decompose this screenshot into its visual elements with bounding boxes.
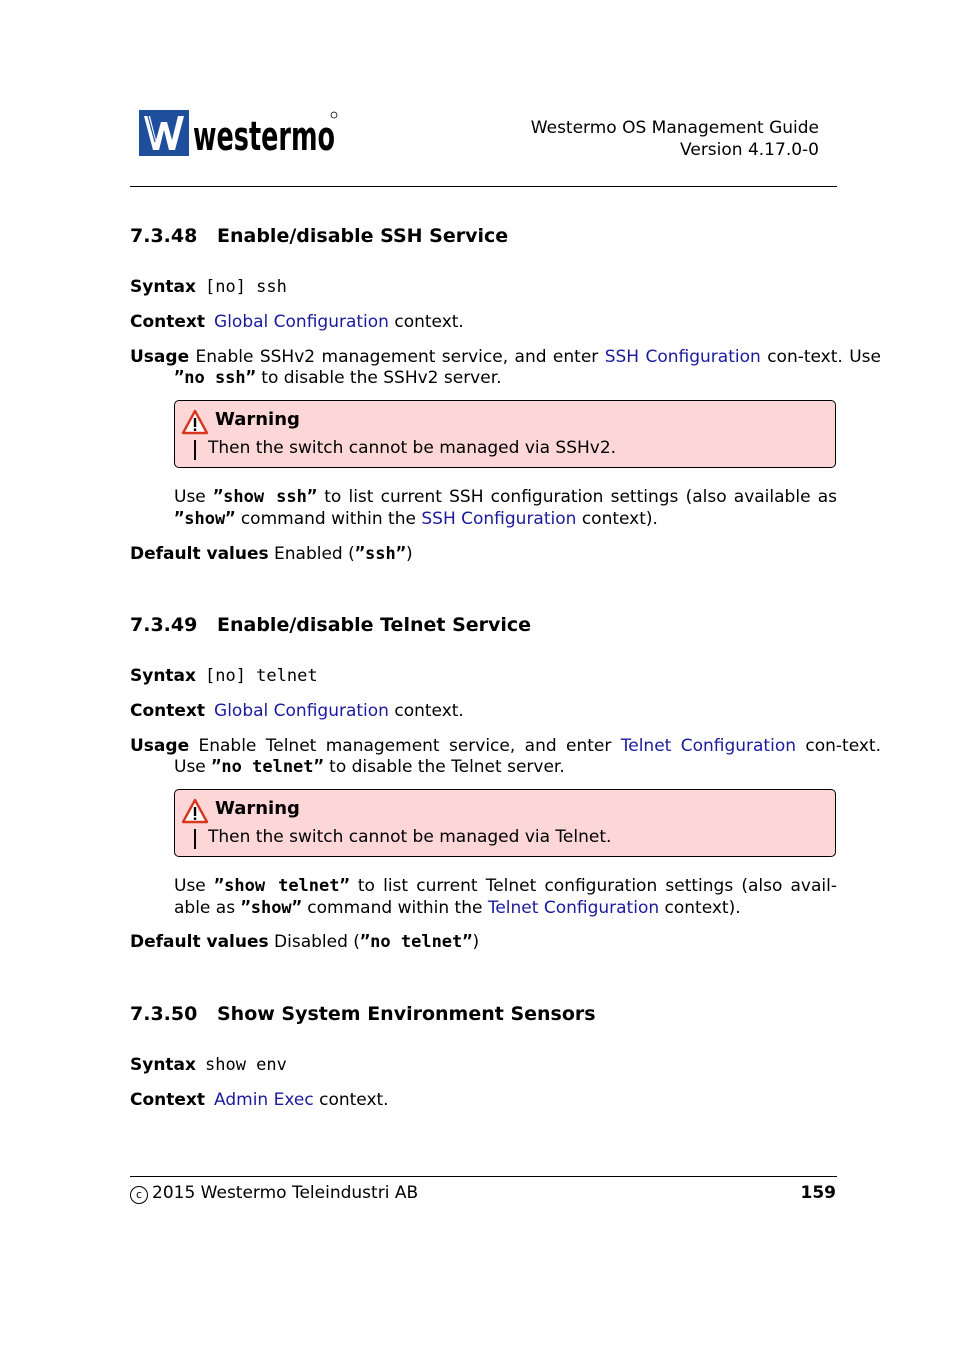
context-link[interactable]: Global Configuration (214, 701, 389, 721)
syntax-row (130, 277, 837, 298)
copyright-text: 2015 Westermo Teleindustri AB (152, 1183, 419, 1203)
usage-label: Usage (130, 736, 190, 756)
westermo-logo (139, 110, 339, 158)
context-label: Context (130, 1090, 206, 1110)
note-text: context). (576, 509, 658, 529)
syntax-value: show env (205, 1055, 287, 1075)
warning-text: Then the switch cannot be managed via SSHv2. (208, 438, 617, 458)
warning-bar (194, 829, 196, 849)
syntax-label: Syntax (130, 666, 196, 686)
warning-title: Warning (215, 409, 300, 430)
usage-text: con-text. Use (760, 347, 881, 367)
section-number: 7.3.50 (130, 1003, 198, 1025)
context-label: Context (130, 701, 206, 721)
context-suffix: context. (388, 312, 464, 332)
warning-title: Warning (215, 798, 300, 819)
usage-text: to disable the SSHv2 server. (255, 368, 502, 388)
default-values-row (130, 932, 837, 953)
section-heading (130, 225, 508, 247)
note-text: Use (174, 876, 214, 896)
copyright-icon: c (130, 1186, 148, 1204)
section-number: 7.3.49 (130, 614, 198, 636)
usage-text: Enable SSHv2 management service, and enter (189, 347, 605, 367)
default-values-label: Default values (130, 932, 269, 952)
context-link[interactable]: Global Configuration (214, 312, 389, 332)
syntax-row (130, 666, 837, 687)
syntax-label: Syntax (130, 277, 196, 297)
note-text: command within the (235, 509, 422, 529)
context-label: Context (130, 312, 206, 332)
note-code: ”show” (240, 898, 302, 918)
note-link[interactable]: SSH Configuration (421, 509, 577, 529)
warning-text: Then the switch cannot be managed via Telnet. (208, 827, 612, 847)
usage-text: con-text. Use (174, 736, 881, 777)
default-code: ”no telnet” (359, 932, 473, 952)
warning-bar (194, 440, 196, 460)
usage-link[interactable]: Telnet Configuration (620, 736, 796, 756)
usage-text: to disable the Telnet server. (323, 757, 565, 777)
note-text: to list current SSH configuration settings (also available as (317, 487, 837, 507)
syntax-value: [no] telnet (205, 666, 318, 686)
logo-wordmark: westermo (193, 114, 335, 160)
note-text: context). (659, 898, 741, 918)
warning-triangle-icon (182, 409, 208, 435)
syntax-row (130, 1055, 837, 1076)
note-link[interactable]: Telnet Configuration (487, 898, 660, 918)
warning-triangle-icon (182, 798, 208, 824)
note-code: ”show ssh” (212, 487, 318, 507)
usage-code: ”no ssh” (174, 368, 256, 388)
context-row (130, 701, 837, 722)
footer-divider (130, 1176, 837, 1177)
usage-label: Usage (130, 347, 190, 367)
usage-paragraph (130, 736, 881, 778)
section-heading (130, 614, 531, 636)
document-header (531, 117, 819, 161)
header-divider (130, 186, 837, 187)
note-text: Use (174, 487, 213, 507)
context-row (130, 312, 837, 333)
context-link[interactable]: Admin Exec (214, 1090, 314, 1110)
guide-title: Westermo OS Management Guide (530, 118, 819, 138)
default-text: Disabled ( (268, 932, 360, 952)
usage-paragraph (130, 347, 881, 389)
usage-text: Enable Telnet management service, and enter (189, 736, 621, 756)
note-text: to list current Telnet configuration settings (also avail-able as (174, 876, 837, 918)
default-text: ) (472, 932, 480, 952)
default-text: ) (405, 544, 413, 564)
context-suffix: context. (388, 701, 464, 721)
default-values-label: Default values (130, 544, 269, 564)
footer-copyright (130, 1183, 418, 1204)
syntax-value: [no] ssh (205, 277, 287, 297)
context-suffix: context. (313, 1090, 389, 1110)
note-paragraph (174, 875, 837, 919)
note-paragraph (174, 486, 837, 530)
warning-box (174, 400, 836, 468)
usage-link[interactable]: SSH Configuration (604, 347, 761, 367)
default-text: Enabled ( (268, 544, 355, 564)
usage-code: ”no telnet” (211, 757, 324, 777)
section-number: 7.3.48 (130, 225, 198, 247)
section-title: Enable/disable Telnet Service (217, 614, 532, 636)
default-code: ”ssh” (354, 544, 406, 564)
note-code: ”show telnet” (213, 876, 350, 896)
section-title: Show System Environment Sensors (217, 1003, 596, 1025)
page-number: 159 (800, 1183, 836, 1203)
warning-box (174, 789, 836, 857)
note-code: ”show” (174, 509, 236, 529)
context-row (130, 1090, 837, 1111)
guide-version: Version 4.17.0-0 (680, 140, 819, 160)
section-title: Enable/disable SSH Service (217, 225, 509, 247)
section-heading (130, 1003, 596, 1025)
default-values-row (130, 544, 837, 565)
syntax-label: Syntax (130, 1055, 196, 1075)
note-text: command within the (301, 898, 488, 918)
